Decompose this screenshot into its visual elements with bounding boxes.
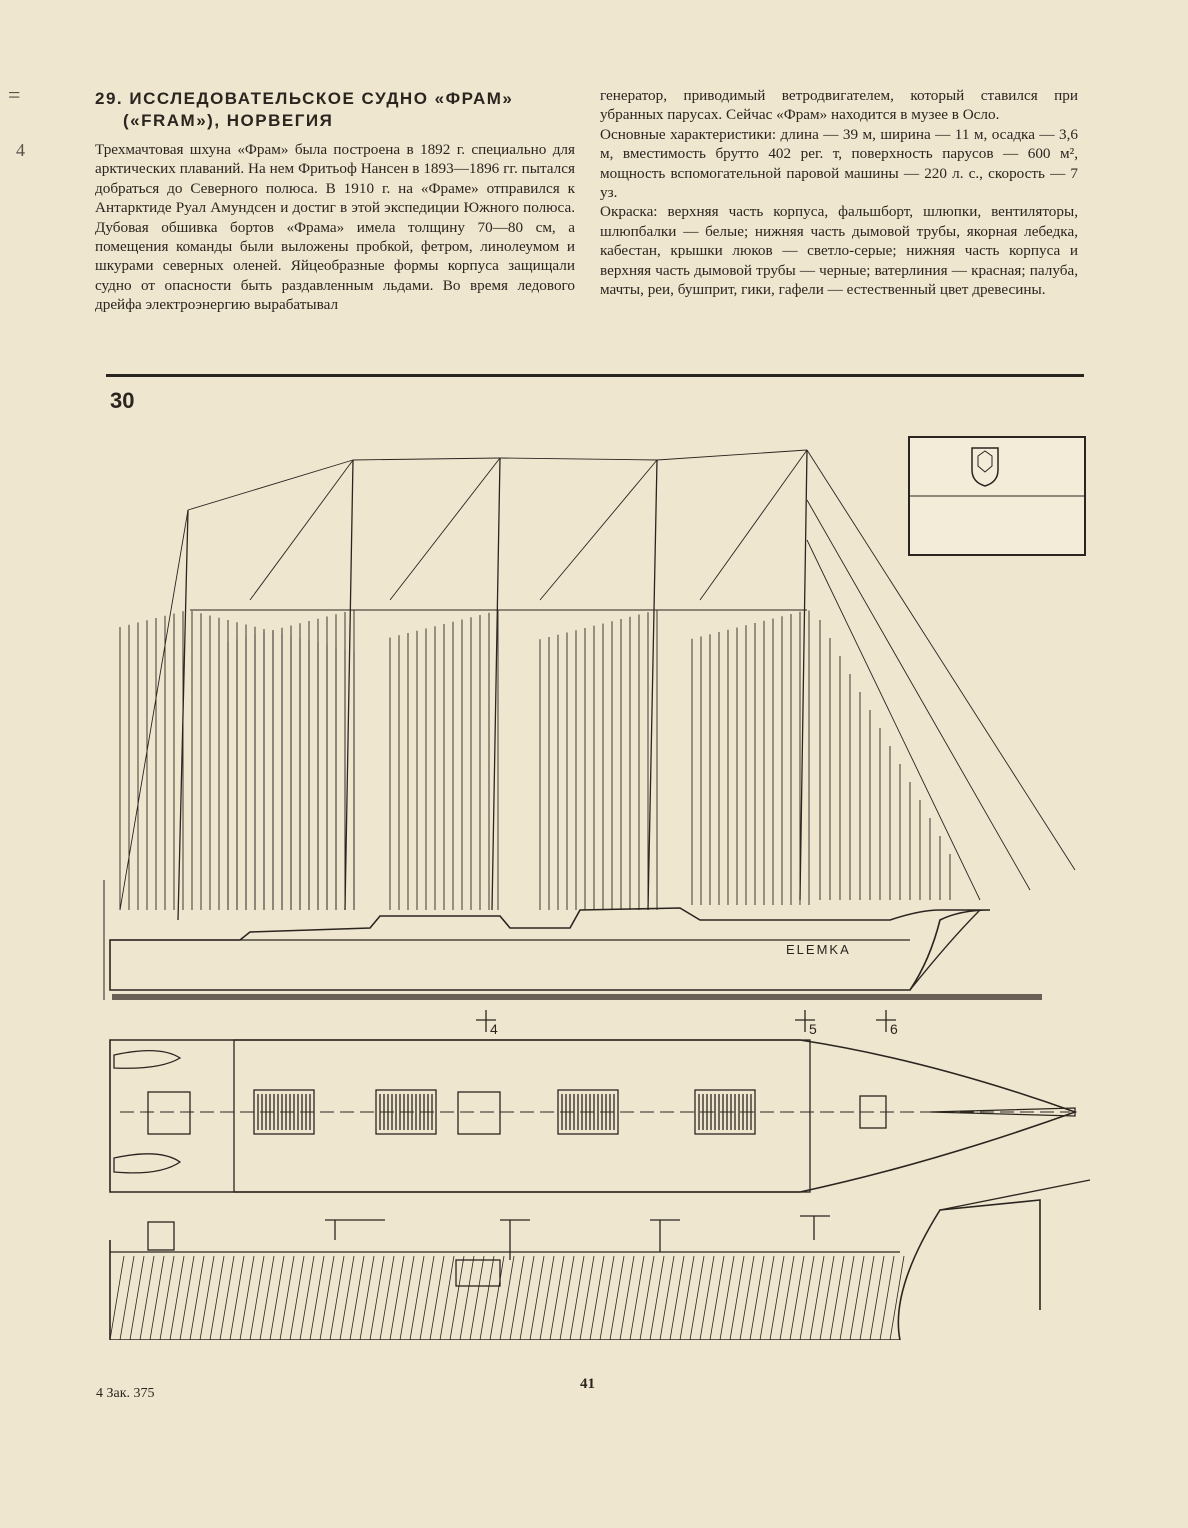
text-column-right	[600, 86, 1078, 299]
margin-number: 4	[16, 140, 25, 160]
figure-number: 30	[110, 388, 135, 413]
ship-drawing	[100, 440, 1100, 1340]
station-markers	[476, 1010, 898, 1037]
deck-plan	[110, 1040, 1075, 1192]
masts	[178, 450, 807, 920]
station-label-4: 4	[490, 1021, 498, 1037]
sails	[120, 610, 950, 910]
right-paragraph-1: генератор, приводимый ветродвигателем, который ставился при убранных парусах. Сейчас «Фрам» находится в музее в Осло.	[600, 87, 1078, 124]
page-number: 41	[580, 1376, 595, 1392]
hull-name-label: ELEMKA	[786, 942, 851, 957]
left-paragraph: Трехмачтовая шхуна «Фрам» была построена в 1892 г. специально для арктических плаваний. На нем Фритьоф Нансен в 1893—1896 гг. пытался добраться до Северного полюса. В 1910 г. на «Фраме» отправился к Антарктиде Руал Амундсен и достиг в этой экспедиции Южного полюса. Дубовая обшивка бортов «Фрама» имела толщину 70—80 см, а помещения команды были выложены пробкой, фетром, линолеумом и шкурами северных оленей. Яйцеобразные формы корпуса защищали судно от опасности быть раздавленным льдами. Во время ледового дрейфа электроэнергию вырабатывал	[95, 141, 575, 314]
baseline	[112, 994, 1042, 1000]
right-paragraph-3: Окраска: верхняя часть корпуса, фальшборт, шлюпки, вентиляторы, шлюпбалки — белые; нижняя часть дымовой трубы, якорная лебедка, кабестан, крышки люков — светло-серые; нижняя часть корпуса и верхняя часть дымовой трубы — черные; ватерлиния — красная; палуба, мачты, реи, бушприт, гики, гафели — естественный цвет древесины.	[600, 203, 1078, 299]
hold-section	[110, 1180, 1090, 1340]
station-label-6: 6	[890, 1021, 898, 1037]
station-label-5: 5	[809, 1021, 817, 1037]
margin-mark: =	[8, 82, 21, 107]
text-column-left	[95, 140, 575, 315]
right-paragraph-2: Основные характеристики: длина — 39 м, ширина — 11 м, осадка — 3,6 м, вместимость брутто 402 рег. т, поверхность парусов — 600 м², мощность вспомогательной паровой машины — 220 л. с., скорость — 7 уз.	[600, 125, 1078, 202]
rigging	[120, 450, 1075, 910]
hull-profile	[110, 908, 990, 990]
heading-line-2: («FRAM»), НОРВЕГИЯ	[123, 111, 334, 130]
article-heading	[95, 88, 575, 132]
heading-line-1: 29. ИССЛЕДОВАТЕЛЬСКОЕ СУДНО «ФРАМ»	[95, 89, 514, 108]
section-rule	[106, 374, 1084, 377]
footer-order-number: 4 Зак. 375	[96, 1386, 155, 1401]
